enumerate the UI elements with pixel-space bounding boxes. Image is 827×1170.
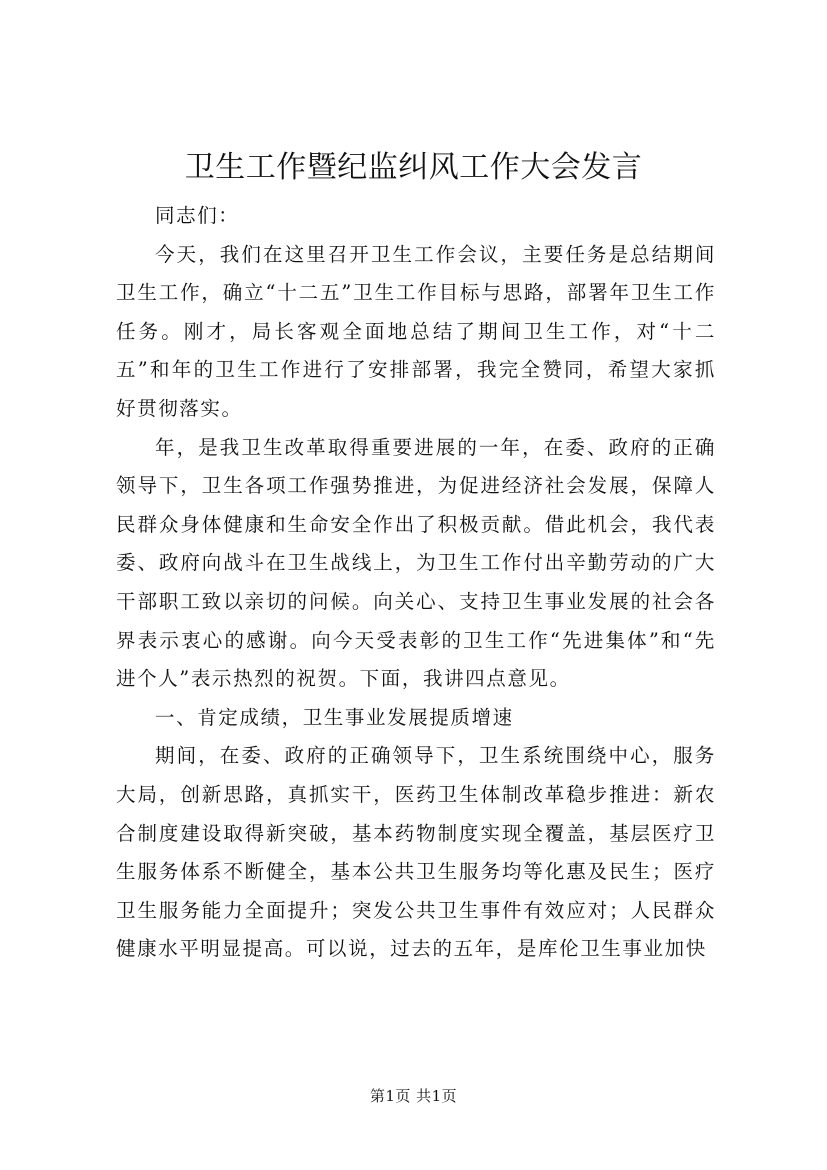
page-footer: 第1页 共1页 <box>369 1087 458 1105</box>
section-heading: 一、肯定成绩，卫生事业发展提质增速 <box>155 705 514 729</box>
salutation-paragraph: 同志们： <box>155 204 240 227</box>
document-body <box>116 197 716 969</box>
body-paragraph: 期间，在委、政府的正确领导下，卫生系统围绕中心，服务大局，创新思路，真抓实干，医药卫生体制改革稳步推进：新农合制度建设取得新突破，基本药物制度实现全覆盖，基层医疗卫生服务体系不断健全，基本公共卫生服务均等化惠及民生；医疗卫生服务能力全面提升；突发公共卫生事件有效应对；人民群众健康水平明显提高。可以说，过去的五年，是库伦卫生事业加快 <box>116 744 716 961</box>
body-paragraph: 今天，我们在这里召开卫生工作会议，主要任务是总结期间卫生工作，确立“十二五”卫生工作目标与思路，部署年卫生工作任务。刚才，局长客观全面地总结了期间卫生工作，对“十二五”和年的卫生工作进行了安排部署，我完全赞同，希望大家抓好贯彻落实。 <box>116 242 716 420</box>
document-title: 卫生工作暨纪监纠风工作大会发言 <box>184 150 643 185</box>
body-paragraph: 年，是我卫生改革取得重要进展的一年，在委、政府的正确领导下，卫生各项工作强势推进，为促进经济社会发展，保障人民群众身体健康和生命安全作出了积极贡献。借此机会，我代表委、政府向战斗在卫生战线上，为卫生工作付出辛勤劳动的广大干部职工致以亲切的问候。向关心、支持卫生事业发展的社会各界表示衷心的感谢。向今天受表彰的卫生工作“先进集体”和“先进个人”表示热烈的祝贺。下面，我讲四点意见。 <box>116 435 716 691</box>
